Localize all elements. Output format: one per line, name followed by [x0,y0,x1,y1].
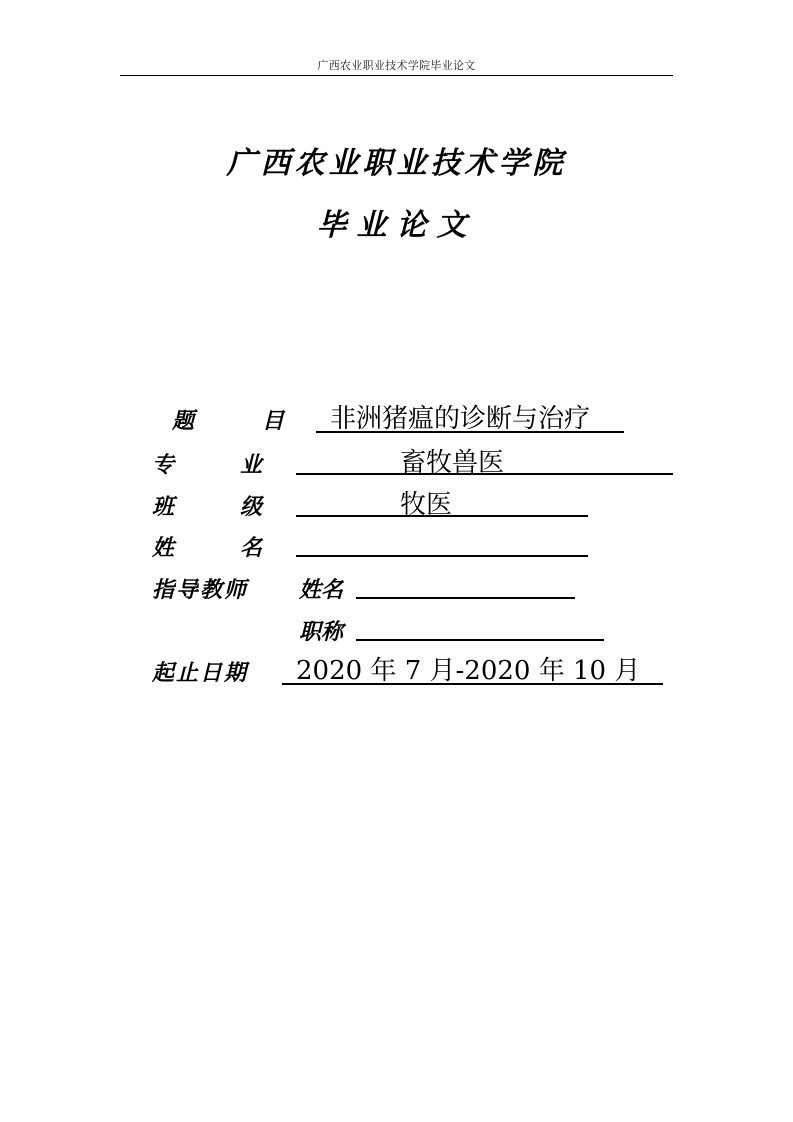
topic-label-char-1: 题 [172,408,195,434]
advisor-name-underline [356,597,575,599]
advisor-label: 指导教师 [152,577,249,603]
major-value: 畜牧兽医 [400,448,505,478]
name-label-char-1: 姓 [152,535,175,561]
advisor-title-label: 职称 [299,619,344,645]
major-label-char-1: 专 [152,452,175,478]
name-underline [296,555,588,557]
topic-label-char-2: 目 [262,408,285,434]
class-label-char-2: 级 [240,494,263,520]
advisor-name-label: 姓名 [299,577,344,603]
topic-underline [316,431,624,433]
class-underline [296,515,588,517]
period-underline [282,683,663,685]
major-underline [296,473,673,475]
running-header: 广西农业职业技术学院毕业论文 [317,59,476,72]
class-label-char-1: 班 [152,494,175,520]
advisor-title-underline [356,639,604,641]
period-value: 2020 年 7 月-2020 年 10 月 [296,656,641,686]
name-label-char-2: 名 [240,535,263,561]
document-type-title: 毕业论文 [316,208,477,243]
period-label: 起止日期 [152,660,249,686]
major-label-char-2: 业 [240,452,263,478]
class-value: 牧医 [400,490,453,520]
header-rule [120,75,673,76]
topic-value: 非洲猪瘟的诊断与治疗 [330,404,591,434]
school-title: 广西农业职业技术学院 [226,146,567,181]
